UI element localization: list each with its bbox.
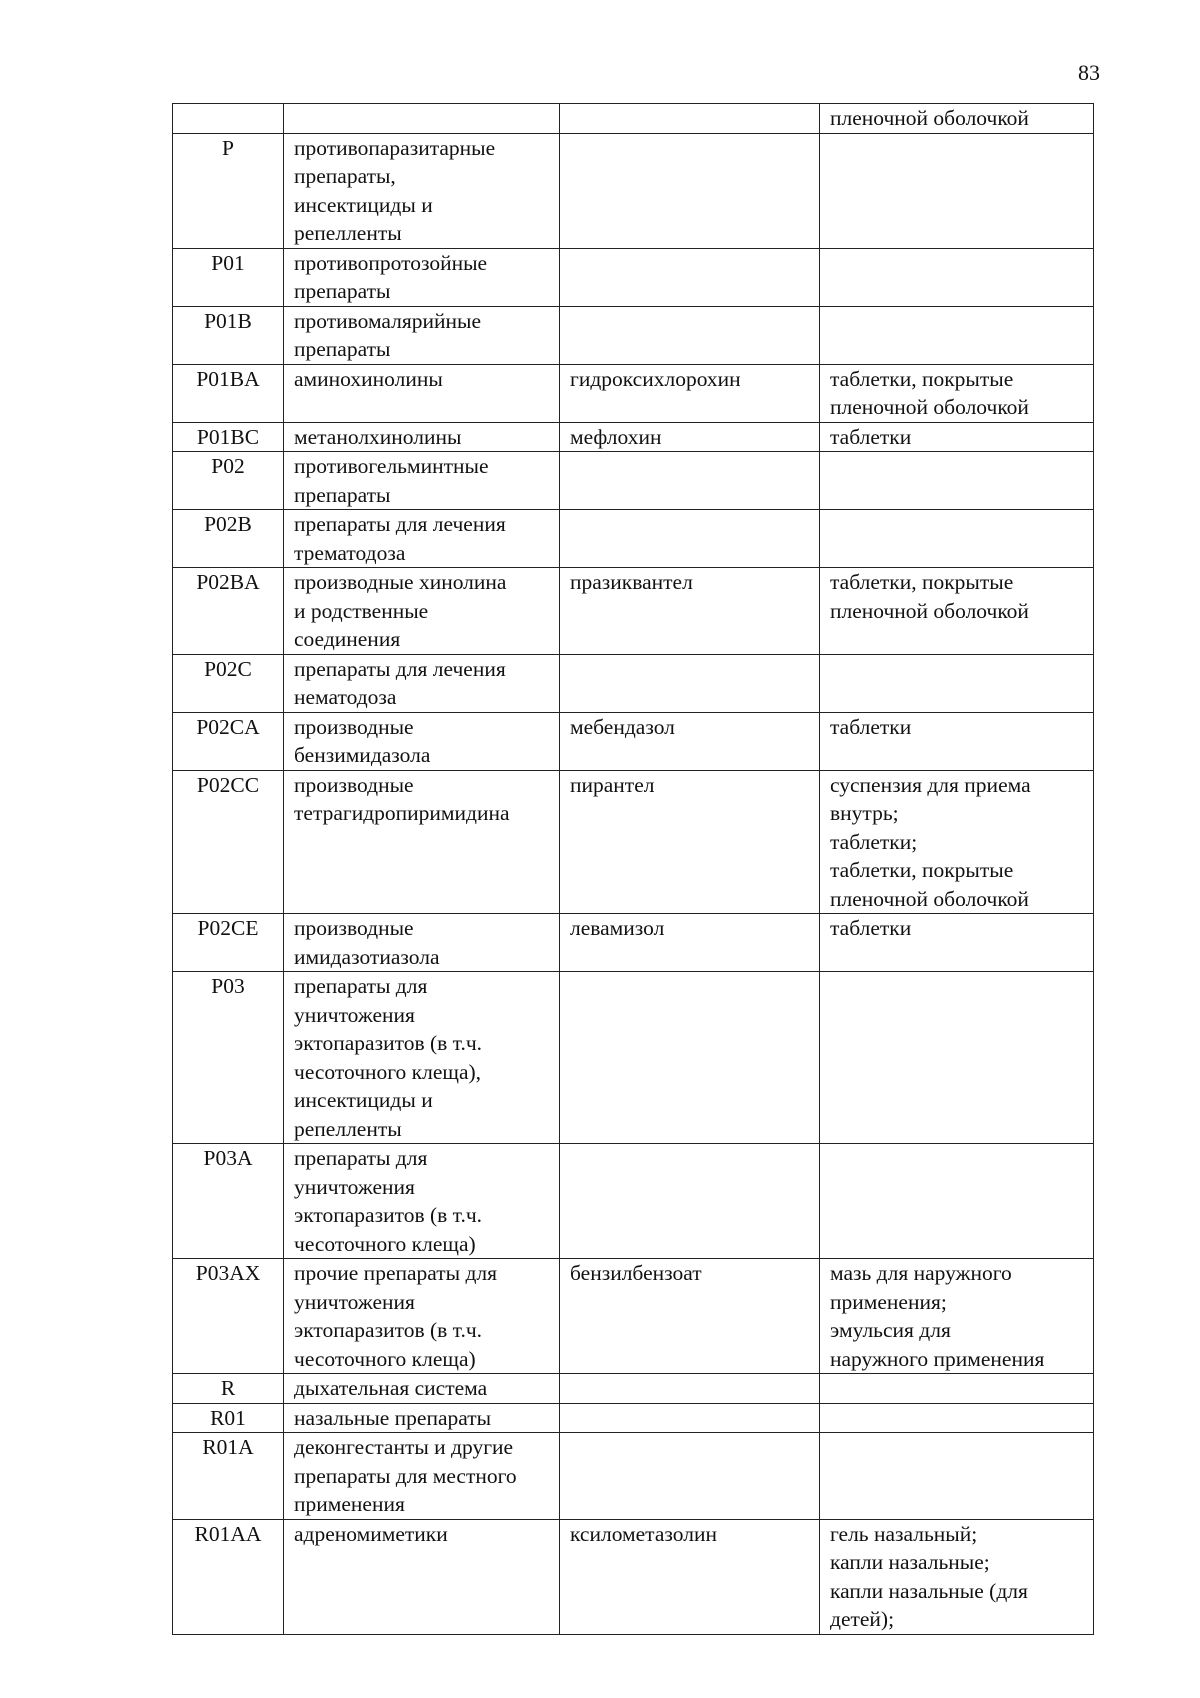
dosage-form-cell xyxy=(820,654,1094,712)
atc-code-cell: P03AX xyxy=(173,1259,284,1374)
drug-name-cell: мефлохин xyxy=(560,422,820,452)
anatomical-group-cell: дыхательная система xyxy=(284,1374,560,1404)
drug-name-cell: бензилбензоат xyxy=(560,1259,820,1374)
table-row xyxy=(173,972,1094,1144)
atc-code-cell: P03 xyxy=(173,972,284,1144)
dosage-form-cell xyxy=(820,452,1094,510)
table-row xyxy=(173,1374,1094,1404)
atc-code-cell xyxy=(173,104,284,134)
anatomical-group-cell: производные тетрагидропиримидина xyxy=(284,770,560,914)
atc-code-cell: R01AA xyxy=(173,1519,284,1634)
atc-code-cell: P01B xyxy=(173,306,284,364)
table-row xyxy=(173,133,1094,248)
drug-name-cell: празиквантел xyxy=(560,568,820,655)
table-row xyxy=(173,654,1094,712)
dosage-form-cell xyxy=(820,248,1094,306)
drug-name-cell xyxy=(560,1433,820,1520)
atc-code-cell: P xyxy=(173,133,284,248)
dosage-form-cell xyxy=(820,1433,1094,1520)
atc-code-cell: P02 xyxy=(173,452,284,510)
anatomical-group-cell: аминохинолины xyxy=(284,364,560,422)
table-row xyxy=(173,510,1094,568)
dosage-form-cell xyxy=(820,1403,1094,1433)
atc-code-cell: P02C xyxy=(173,654,284,712)
atc-code-cell: P02CE xyxy=(173,914,284,972)
atc-code-cell: P02CC xyxy=(173,770,284,914)
dosage-form-cell: таблетки xyxy=(820,712,1094,770)
dosage-form-cell xyxy=(820,1374,1094,1404)
drug-name-cell xyxy=(560,104,820,134)
drug-name-cell xyxy=(560,306,820,364)
dosage-form-cell: гель назальный; капли назальные; капли назальные (для детей); xyxy=(820,1519,1094,1634)
anatomical-group-cell: метанолхинолины xyxy=(284,422,560,452)
atc-code-cell: P02BA xyxy=(173,568,284,655)
table-row xyxy=(173,1259,1094,1374)
drug-name-cell: мебендазол xyxy=(560,712,820,770)
anatomical-group-cell: препараты для уничтожения эктопаразитов (в т.ч. чесоточного клеща) xyxy=(284,1144,560,1259)
drug-name-cell xyxy=(560,1144,820,1259)
dosage-form-cell: таблетки xyxy=(820,422,1094,452)
atc-code-cell: R01 xyxy=(173,1403,284,1433)
table-row xyxy=(173,1433,1094,1520)
drug-name-cell: гидроксихлорохин xyxy=(560,364,820,422)
anatomical-group-cell: противомалярийные препараты xyxy=(284,306,560,364)
anatomical-group-cell: адреномиметики xyxy=(284,1519,560,1634)
table-row xyxy=(173,1519,1094,1634)
atc-code-cell: R01A xyxy=(173,1433,284,1520)
dosage-form-cell xyxy=(820,1144,1094,1259)
drug-name-cell: левамизол xyxy=(560,914,820,972)
drug-name-cell xyxy=(560,133,820,248)
table-row xyxy=(173,422,1094,452)
dosage-form-cell: таблетки, покрытые пленочной оболочкой xyxy=(820,568,1094,655)
drug-name-cell xyxy=(560,1403,820,1433)
atc-code-cell: P01BC xyxy=(173,422,284,452)
page-number: 83 xyxy=(1078,60,1100,85)
dosage-form-cell: суспензия для приема внутрь; таблетки; таблетки, покрытые пленочной оболочкой xyxy=(820,770,1094,914)
anatomical-group-cell: противопаразитарные препараты, инсектициды и репелленты xyxy=(284,133,560,248)
dosage-form-cell xyxy=(820,306,1094,364)
table-row xyxy=(173,770,1094,914)
drug-name-cell: ксилометазолин xyxy=(560,1519,820,1634)
table-row xyxy=(173,1403,1094,1433)
table-row xyxy=(173,104,1094,134)
table-row xyxy=(173,914,1094,972)
dosage-form-cell: таблетки xyxy=(820,914,1094,972)
dosage-form-cell: пленочной оболочкой xyxy=(820,104,1094,134)
dosage-form-cell xyxy=(820,972,1094,1144)
drug-name-cell xyxy=(560,972,820,1144)
anatomical-group-cell: производные бензимидазола xyxy=(284,712,560,770)
anatomical-group-cell: противогельминтные препараты xyxy=(284,452,560,510)
table-row xyxy=(173,712,1094,770)
dosage-form-cell xyxy=(820,133,1094,248)
atc-code-cell: P01BA xyxy=(173,364,284,422)
table-row xyxy=(173,568,1094,655)
atc-code-cell: R xyxy=(173,1374,284,1404)
anatomical-group-cell: назальные препараты xyxy=(284,1403,560,1433)
atc-code-cell: P02B xyxy=(173,510,284,568)
table-row xyxy=(173,1144,1094,1259)
drug-name-cell xyxy=(560,510,820,568)
table-row xyxy=(173,306,1094,364)
table-row xyxy=(173,452,1094,510)
dosage-form-cell: таблетки, покрытые пленочной оболочкой xyxy=(820,364,1094,422)
table-row xyxy=(173,364,1094,422)
table-body xyxy=(173,104,1094,1635)
anatomical-group-cell: препараты для лечения нематодоза xyxy=(284,654,560,712)
anatomical-group-cell: производные хинолина и родственные соединения xyxy=(284,568,560,655)
dosage-form-cell: мазь для наружного применения; эмульсия для наружного применения xyxy=(820,1259,1094,1374)
atc-code-cell: P03A xyxy=(173,1144,284,1259)
anatomical-group-cell: деконгестанты и другие препараты для местного применения xyxy=(284,1433,560,1520)
atc-code-cell: P02CA xyxy=(173,712,284,770)
drug-name-cell xyxy=(560,1374,820,1404)
drug-name-cell xyxy=(560,452,820,510)
anatomical-group-cell: препараты для уничтожения эктопаразитов (в т.ч. чесоточного клеща), инсектициды и репелленты xyxy=(284,972,560,1144)
drug-name-cell: пирантел xyxy=(560,770,820,914)
drug-classification-table xyxy=(172,103,1094,1635)
drug-name-cell xyxy=(560,248,820,306)
anatomical-group-cell: прочие препараты для уничтожения эктопаразитов (в т.ч. чесоточного клеща) xyxy=(284,1259,560,1374)
drug-name-cell xyxy=(560,654,820,712)
anatomical-group-cell: препараты для лечения трематодоза xyxy=(284,510,560,568)
table-row xyxy=(173,248,1094,306)
anatomical-group-cell: производные имидазотиазола xyxy=(284,914,560,972)
atc-code-cell: P01 xyxy=(173,248,284,306)
anatomical-group-cell: противопротозойные препараты xyxy=(284,248,560,306)
anatomical-group-cell xyxy=(284,104,560,134)
dosage-form-cell xyxy=(820,510,1094,568)
